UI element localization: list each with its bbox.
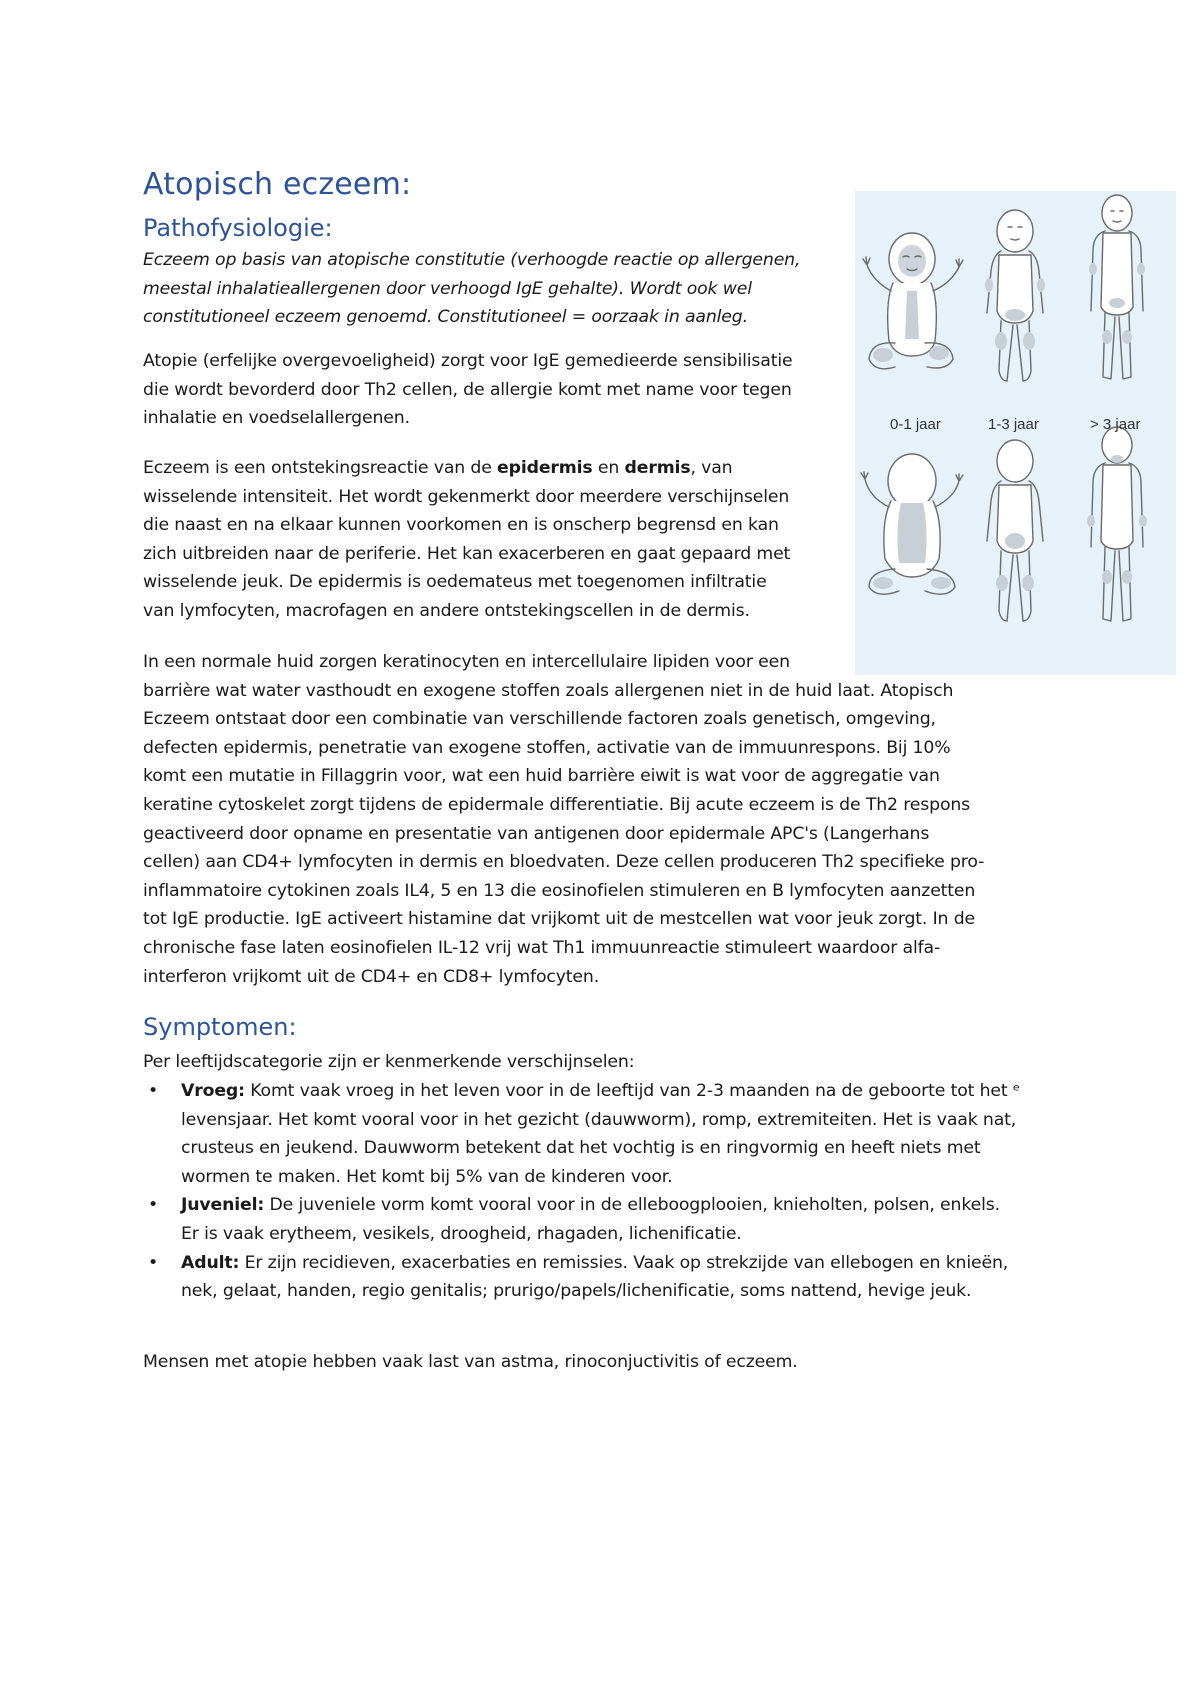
text-line: nek, gelaat, handen, regio genitalis; prurigo/papels/lichenificatie, soms nattend, hevige jeuk. bbox=[181, 1281, 972, 1302]
text-line: inflammatoire cytokinen zoals IL4, 5 en 13 die eosinofielen stimuleren en B lymfocyten aanzetten bbox=[143, 880, 976, 901]
illustration-svg bbox=[855, 191, 1176, 675]
text-line: Eczeem ontstaat door een combinatie van verschillende factoren zoals genetisch, omgeving, bbox=[143, 709, 936, 730]
symptom-list bbox=[143, 1077, 1103, 1306]
text-line: Eczeem op basis van atopische constitutie (verhoogde reactie op allergenen, bbox=[143, 250, 801, 270]
text-line: levensjaar. Het komt vooral voor in het gezicht (dauwworm), romp, extremiteiten. Het is vaak nat, bbox=[181, 1109, 1017, 1130]
bold-term-dermis: dermis bbox=[624, 458, 691, 478]
page-title: Atopisch eczeem: bbox=[143, 167, 412, 202]
text-line: chronische fase laten eosinofielen IL-12 vrij wat Th1 immuunreactie stimuleert waardoor alfa- bbox=[143, 937, 941, 958]
child-back-figure bbox=[1087, 427, 1147, 621]
text-line: keratine cytoskelet zorgt tijdens de epidermale differentiatie. Bij acute eczeem is de Th2 respons bbox=[143, 794, 971, 815]
text-span: Komt vaak vroeg in het leven voor in de leeftijd van 2-3 maanden na de geboorte tot het ᵉ bbox=[244, 1081, 1020, 1101]
text-line: tot IgE productie. IgE activeert histamine dat vrijkomt uit de mestcellen wat voor jeuk zorgt. In de bbox=[143, 909, 976, 930]
text-line: die wordt bevorderd door Th2 cellen, de allergie komt met name voor tegen bbox=[143, 379, 792, 400]
text-line: van lymfocyten, macrofagen en andere ontstekingscellen in de dermis. bbox=[143, 600, 750, 621]
text-line: geactiveerd door opname en presentatie van antigenen door epidermale APC's (Langerhans bbox=[143, 823, 930, 844]
eczema-distribution-illustration bbox=[855, 191, 1176, 675]
text-line: inhalatie en voedselallergenen. bbox=[143, 408, 410, 429]
intro-paragraph bbox=[143, 246, 843, 332]
huid-paragraph bbox=[143, 648, 1143, 991]
text-line: wisselende jeuk. De epidermis is oedemateus met toegenomen infiltratie bbox=[143, 572, 767, 593]
list-item-vroeg bbox=[143, 1077, 1103, 1191]
section-heading-pathofysiologie: Pathofysiologie: bbox=[143, 214, 333, 242]
text-line bbox=[181, 1191, 1103, 1220]
text-line bbox=[143, 454, 843, 483]
bullet-icon: • bbox=[147, 1195, 159, 1216]
text-line: komt een mutatie in Fillaggrin voor, wat een huid barrière eiwit is wat voor de aggregatie van bbox=[143, 766, 940, 787]
list-item-juveniel bbox=[143, 1191, 1103, 1248]
text-line: wisselende intensiteit. Het wordt gekenmerkt door meerdere verschijnselen bbox=[143, 486, 790, 507]
text-line: crusteus en jeukend. Dauwworm betekent dat het vochtig is en ringvormig en heeft niets met bbox=[181, 1138, 981, 1159]
text-line: constitutioneel eczeem genoemd. Constitutioneel = oorzaak in aanleg. bbox=[143, 307, 748, 328]
eczeem-paragraph bbox=[143, 454, 843, 626]
item-label: Juveniel: bbox=[181, 1195, 265, 1216]
symptomen-intro: Per leeftijdscategorie zijn er kenmerkende verschijnselen: bbox=[143, 1052, 635, 1072]
child-front-figure bbox=[1089, 195, 1145, 379]
age-label-3-plus: > 3 jaar bbox=[1090, 416, 1141, 433]
text-span: Eczeem is een ontstekingsreactie van de bbox=[143, 458, 498, 478]
toddler-back-figure bbox=[987, 440, 1043, 621]
atopie-paragraph bbox=[143, 347, 843, 433]
list-item-adult bbox=[143, 1249, 1103, 1306]
section-heading-symptomen: Symptomen: bbox=[143, 1013, 297, 1041]
text-span: , van bbox=[690, 458, 733, 478]
text-line: barrière wat water vasthoudt en exogene stoffen zoals allergenen niet in de huid laat. Atopisch bbox=[143, 680, 954, 701]
toddler-front-figure bbox=[985, 210, 1045, 381]
text-line: wormen te maken. Het komt bij 5% van de kinderen voor. bbox=[181, 1166, 673, 1187]
text-line: Er is vaak erytheem, vesikels, droogheid, rhagaden, lichenificatie. bbox=[181, 1223, 742, 1244]
text-span: Er zijn recidieven, exacerbaties en remissies. Vaak op strekzijde van ellebogen en knieën, bbox=[239, 1252, 1009, 1273]
age-label-0-1: 0-1 jaar bbox=[890, 416, 941, 433]
text-line: defecten epidermis, penetratie van exogene stoffen, activatie van de immuunrespons. Bij 10% bbox=[143, 737, 951, 758]
text-line bbox=[181, 1077, 1103, 1106]
closing-sentence: Mensen met atopie hebben vaak last van astma, rinoconjuctivitis of eczeem. bbox=[143, 1352, 798, 1372]
item-label: Adult: bbox=[181, 1252, 240, 1273]
text-line: Atopie (erfelijke overgevoeligheid) zorgt voor IgE gemedieerde sensibilisatie bbox=[143, 351, 793, 371]
infant-back-figure bbox=[861, 454, 963, 594]
text-span: De juveniele vorm komt vooral voor in de elleboogplooien, knieholten, polsen, enkels. bbox=[264, 1195, 1000, 1216]
bullet-icon: • bbox=[147, 1252, 159, 1273]
text-line: die naast en na elkaar kunnen voorkomen en is onscherp begrensd en kan bbox=[143, 515, 779, 536]
age-label-1-3: 1-3 jaar bbox=[988, 416, 1039, 433]
text-line: cellen) aan CD4+ lymfocyten in dermis en bloedvaten. Deze cellen produceren Th2 specifieke pro- bbox=[143, 852, 985, 873]
bold-term-epidermis: epidermis bbox=[497, 458, 593, 478]
text-line: meestal inhalatieallergenen door verhoogd IgE gehalte). Wordt ook wel bbox=[143, 278, 752, 299]
text-line: zich uitbreiden naar de periferie. Het kan exacerberen en gaat gepaard met bbox=[143, 543, 791, 564]
text-line: interferon vrijkomt uit de CD4+ en CD8+ lymfocyten. bbox=[143, 966, 600, 987]
bullet-icon: • bbox=[147, 1081, 159, 1101]
item-label: Vroeg: bbox=[181, 1081, 245, 1101]
text-line bbox=[181, 1249, 1103, 1278]
text-line: In een normale huid zorgen keratinocyten en intercellulaire lipiden voor een bbox=[143, 652, 790, 672]
text-span: en bbox=[592, 458, 625, 478]
infant-front-figure bbox=[863, 233, 963, 369]
